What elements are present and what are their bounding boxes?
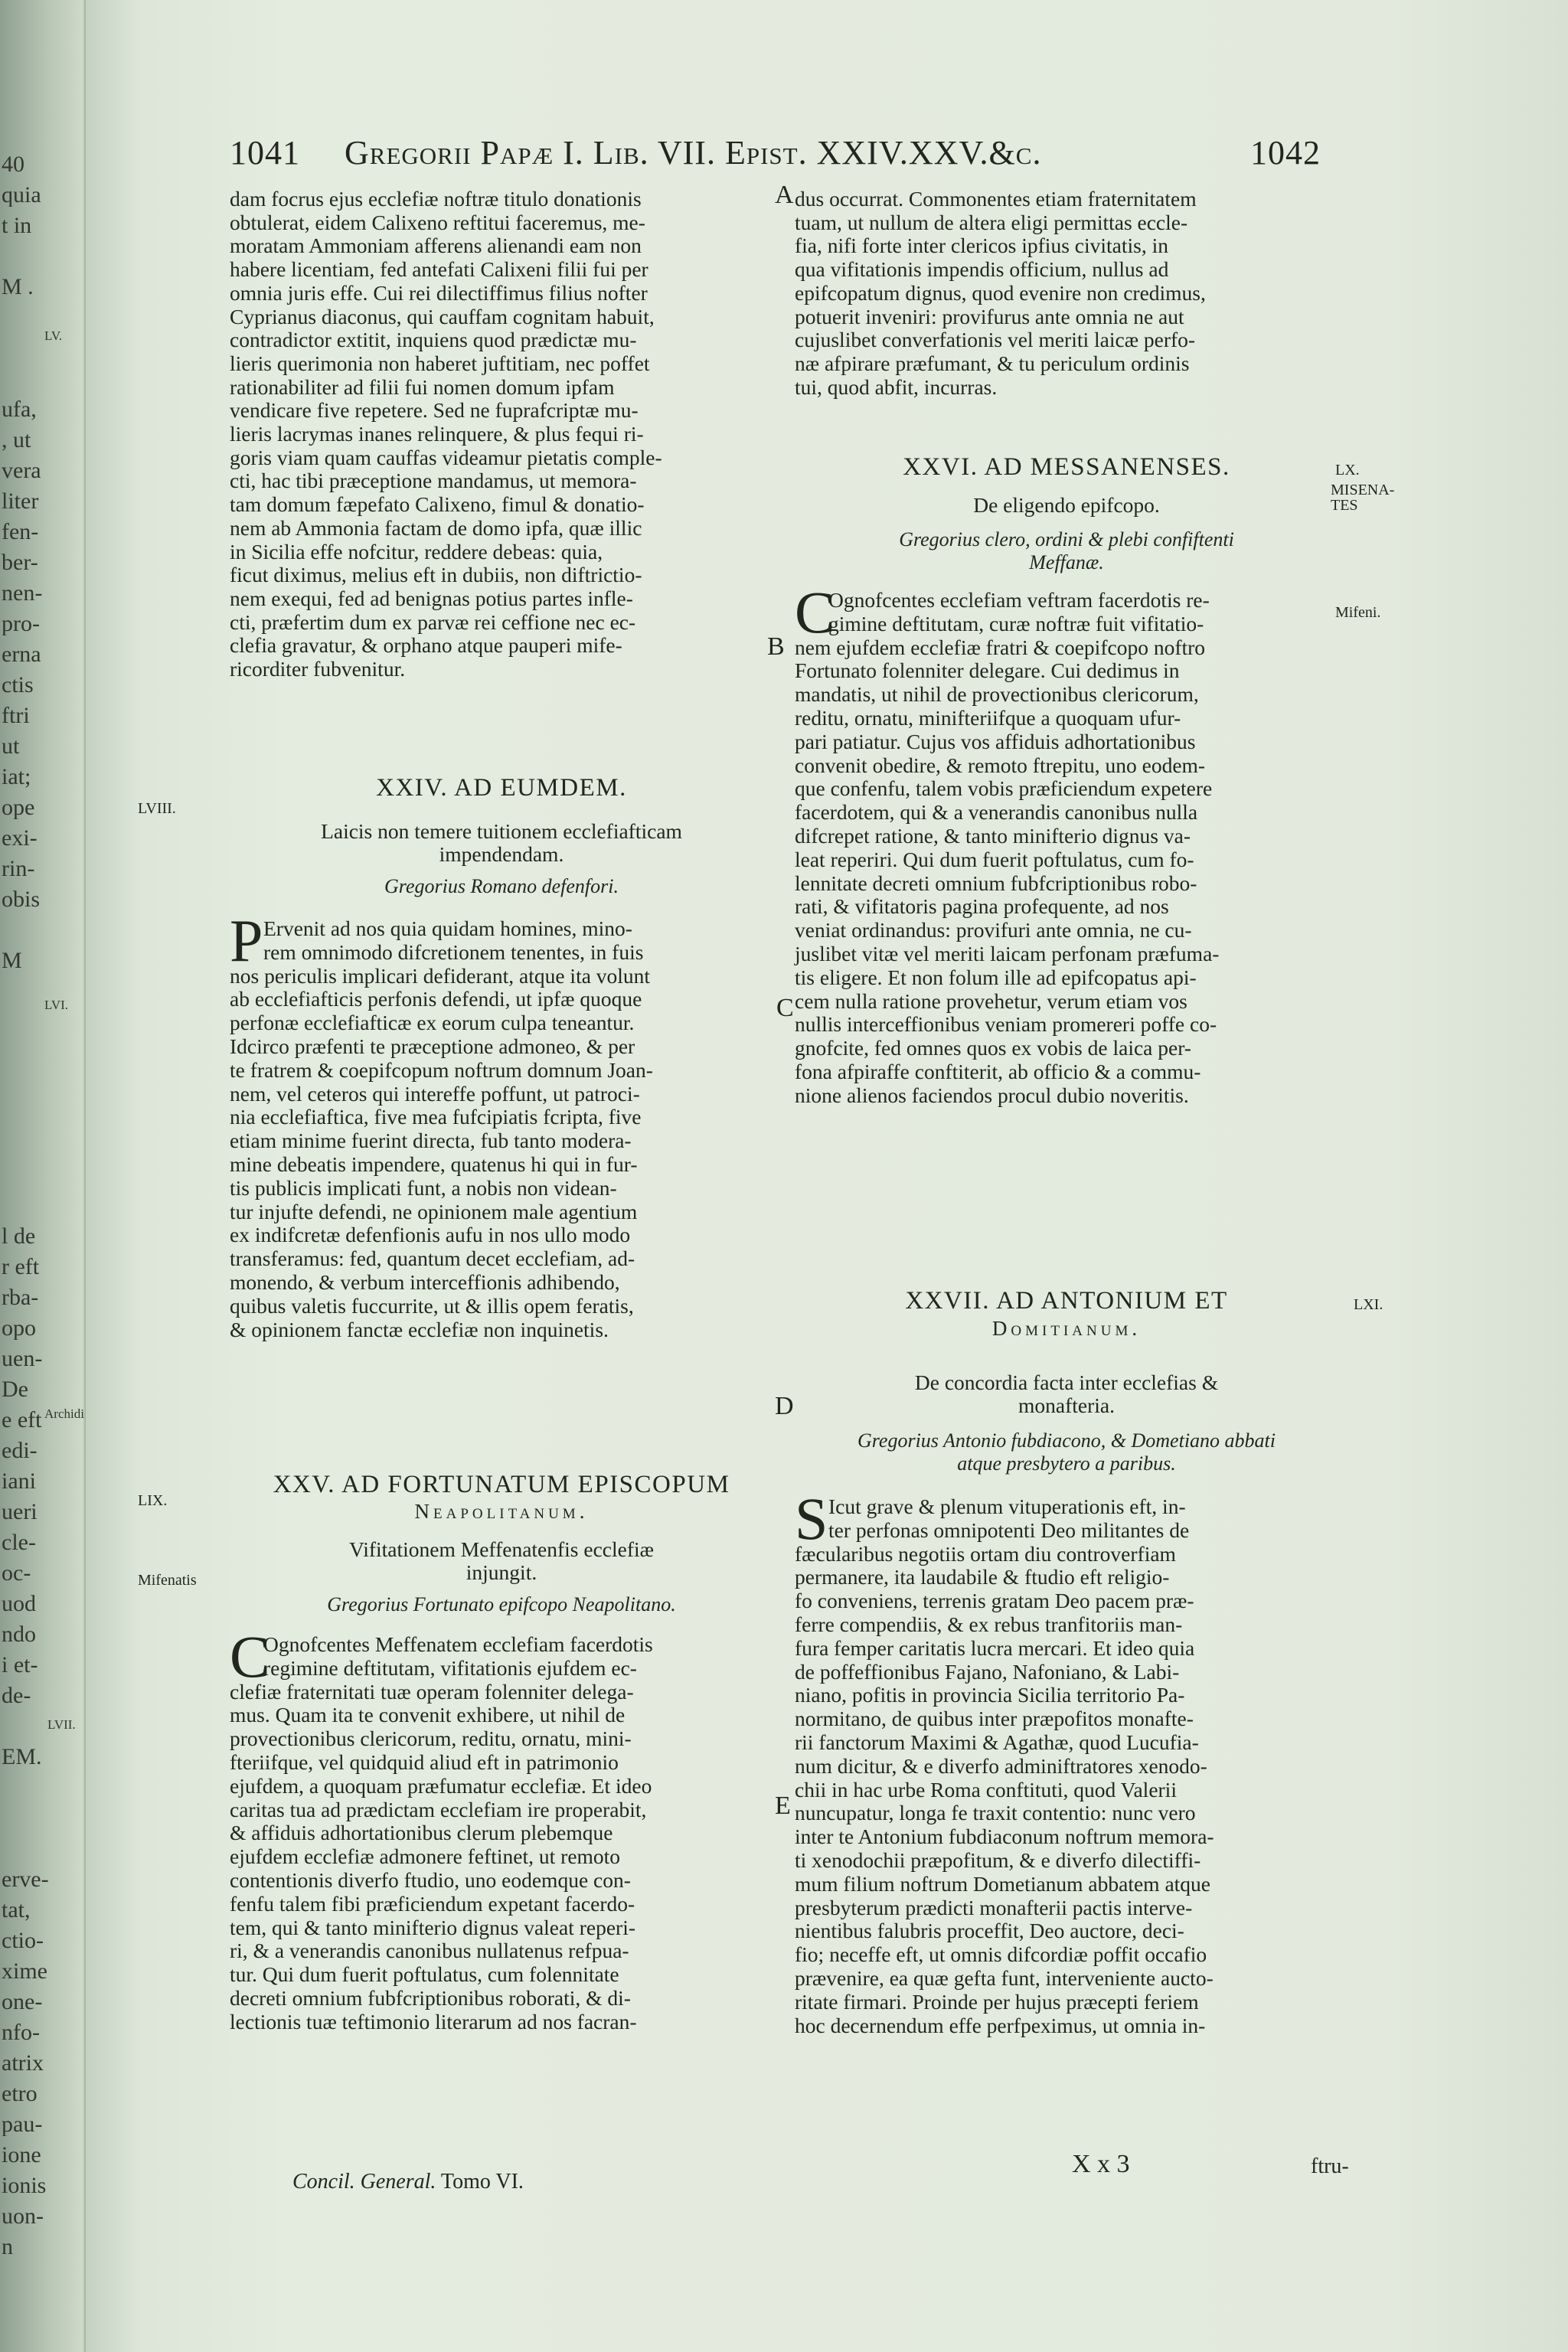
text-line: mum filium noftrum Dometianum abbatem atque [795, 1871, 1211, 1896]
section-letter: B [767, 632, 785, 661]
gutter-fragment: ufa, [2, 398, 37, 421]
margin-note-lix: LIX. [138, 1492, 168, 1509]
text-line: Fortunato folenniter delegare. Cui dedimus in [795, 658, 1180, 683]
gutter-fragment: fen- [2, 521, 39, 544]
text-line: chii in hac urbe Roma conftituti, quod Valerii [795, 1777, 1177, 1802]
text-line: presbyterum prædicti monafterii pactis interve- [795, 1895, 1193, 1919]
text-line: rii fanctorum Maximi & Agathæ, quod Lucufia- [795, 1730, 1199, 1754]
gutter-fragment: pro- [2, 612, 40, 635]
page-number-left: 1041 [230, 134, 300, 172]
text-line: cti, præfertim dum ex parvæ rei ceffione nec ec- [230, 609, 636, 634]
text-line: contradictor extitit, inquiens quod prædictæ mu- [230, 328, 637, 352]
text-line: næ afpirare præfumant, & tu periculum ordinis [795, 351, 1190, 375]
gutter-fragment: erve- [2, 1868, 49, 1891]
text-line: fio; neceffe eft, ut omnis difcordiæ poffit occafio [795, 1942, 1207, 1967]
section-heading-xxvi: XXVI. AD MESSANENSES. [903, 453, 1230, 481]
margin-note-miseni: Mifeni. [1335, 604, 1381, 621]
drop-cap: P [230, 907, 263, 974]
gutter-fragment: cle- [2, 1531, 36, 1554]
gutter-fragment: xime [2, 1960, 47, 1983]
running-head [230, 133, 1321, 173]
text-line: vendicare five repetere. Sed ne fuprafcriptæ mu- [230, 398, 639, 423]
footer-volume: Tomo VI. [440, 2170, 524, 2194]
text-line: fura femper caritatis lucra mercari. Et ideo quia [795, 1635, 1195, 1660]
text-line: inter te Antonium fubdiaconum noftrum memora- [795, 1824, 1214, 1849]
gutter-fragment: , ut [2, 429, 31, 452]
text-line: monendo, & verbum interceffionis adhibendo, [230, 1270, 620, 1294]
text-line: ter perfonas omnipotenti Deo militantes de [828, 1517, 1190, 1542]
margin-note-misenatis: Mifenatis [138, 1572, 197, 1589]
gutter-fragment: erna [2, 643, 41, 666]
text-line: Idcirco præfenti te præceptione admoneo, & per [230, 1034, 635, 1058]
gutter-fragment: exi- [2, 827, 38, 850]
facing-page-gutter [0, 0, 86, 2352]
text-line: Ervenit ad nos quia quidam homines, mino- [263, 916, 632, 940]
text-line: juslibet vitæ vel meriti laicam perfonam præfuma- [795, 942, 1220, 965]
signature-mark: X x 3 [1072, 2150, 1130, 2178]
gutter-fragment: M . [2, 276, 34, 299]
gutter-fragment: etro [2, 2082, 38, 2105]
text-line: omnia juris effe. Cui rei dilectiffimus filius nofter [230, 280, 648, 305]
gutter-fragment: 40 [2, 153, 24, 176]
text-line: potuerit inveniri: provifurus ante omnia ne aut [795, 304, 1184, 328]
text-line: normitano, de quibus inter præpofitos monafte- [795, 1707, 1194, 1731]
salutation: Gregorius Antonio fubdiacono, & Dometiano abbati [858, 1429, 1276, 1452]
margin-note-misenates: MISENA- TES [1331, 482, 1395, 514]
text-line: hoc decernendum effe perfpeximus, ut omnia in- [795, 2013, 1206, 2037]
salutation: Gregorius clero, ordini & plebi confiftenti [899, 528, 1234, 550]
gutter-fragment: nen- [2, 582, 43, 605]
running-title: Gregorii Papæ I. Lib. VII. Epist. XXIV.XXV.&c. [345, 134, 1042, 172]
text-line: moratam Ammoniam afferens alienandi eam non [230, 234, 642, 258]
margin-note-lx: LX. [1335, 462, 1360, 479]
text-line: tur. Qui dum fuerit poftulatus, cum folennitate [230, 1962, 619, 1987]
text-line: convenit obedire, & remoto ftrepitu, uno eodem- [795, 753, 1206, 777]
section-letter: A [775, 181, 794, 209]
text-line: epifcopatum dignus, quod evenire non credimus, [795, 280, 1206, 305]
gutter-marker: LVII. [47, 1717, 76, 1732]
left-column [230, 187, 773, 2193]
gutter-fragment: n [2, 2236, 13, 2259]
text-line: ejufdem, a quoquam præfumatur ecclefiæ. Et ideo [230, 1773, 652, 1798]
gutter-fragment: ftri [2, 704, 30, 727]
text-line: nem exequi, fed ad benignas potius partes infle- [230, 586, 633, 610]
gutter-fragment: uon- [2, 2205, 44, 2228]
text-line: nientibus falubris proceffit, Deo auctore, deci- [795, 1919, 1184, 1943]
gutter-fragment: one- [2, 1991, 43, 2014]
text-line: etiam minime fuerint directa, fub tanto modera- [230, 1129, 632, 1153]
text-line: niano, pofitis in provincia Sicilia territorio Pa- [795, 1683, 1185, 1707]
text-line: rati, & vifitatoris pagina profequente, ad nos [795, 894, 1169, 919]
text-line: tis eligere. Et non folum ille ad epifcopatus api- [795, 965, 1197, 989]
text-line: reditu, ornatu, minifteriifque a quoquam ufur- [795, 706, 1181, 730]
text-line: dam focrus ejus ecclefiæ noftræ titulo donationis [230, 187, 642, 211]
text-line: qua vifitationis impendis officium, nullus ad [795, 257, 1169, 282]
text-line: lectionis tuæ teftimonio literarum ad nos facran- [230, 2009, 637, 2034]
text-line: leat reperiri. Qui dum fuerit poftulatus, cum fo- [795, 847, 1194, 871]
section-heading-xxiv: XXIV. AD EUMDEM. [376, 774, 627, 802]
text-line: que confenfu, talem vobis præficiendum expetere [795, 776, 1213, 801]
text-line: regimine deftitutam, vifitationis ejufdem ec- [263, 1655, 637, 1680]
gutter-fragment: obis [2, 888, 41, 911]
section-summary: De concordia facta inter ecclefias & [914, 1370, 1219, 1394]
section-summary: monafteria. [1018, 1393, 1115, 1417]
text-line: te fratrem & coepifcopum noftrum domnum Joan- [230, 1057, 653, 1082]
page-number-right: 1042 [1250, 134, 1321, 172]
gutter-fragment: nfo- [2, 2021, 40, 2044]
gutter-fragment: De [2, 1378, 28, 1401]
text-line: nem ejufdem ecclefiæ fratri & coepifcopo noftro [795, 635, 1206, 659]
gutter-fragment: uen- [2, 1348, 43, 1370]
text-line: pari patiatur. Cujus vos affiduis adhortationibus [795, 729, 1196, 753]
gutter-fragment: ope [2, 796, 35, 819]
text-line: ritate firmari. Proinde per hujus præcepti feriem [795, 1989, 1199, 2014]
text-line: nia ecclefiaftica, five mea fufcipiatis fcripta, five [230, 1105, 642, 1129]
gutter-fragment: l de [2, 1225, 36, 1248]
gutter-fragment: oc- [2, 1562, 31, 1585]
text-line: caritas tua ad prædictam ecclefiam ire properabit, [230, 1797, 647, 1821]
text-line: provectionibus clericorum, reditu, ornatu, mini- [230, 1726, 632, 1751]
text-line: gimine deftitutam, curæ noftræ fuit vifitatio- [828, 611, 1204, 635]
text-line: in Sicilia effe nofcitur, reddere debeas: quia, [230, 539, 603, 564]
text-line: ab ecclefiafticis perfonis defendi, ut ipfæ quoque [230, 987, 642, 1011]
text-line: prævenire, ea quæ gefta funt, interveniente aucto- [795, 1966, 1214, 1990]
gutter-fragment: i et- [2, 1654, 38, 1677]
text-line: nos periculis implicari defiderant, atque ita volunt [230, 963, 651, 988]
text-line: ferre compendiis, & ex rebus tranfitoriis man- [795, 1612, 1183, 1636]
gutter-fragment: rin- [2, 858, 35, 880]
text-line: permanere, ita laudabile & ftudio eft religio- [795, 1565, 1170, 1589]
catchword: ftru- [1311, 2154, 1349, 2178]
text-line: ficut diximus, melius eft in dubiis, non diftrictio- [230, 563, 642, 587]
text-line: fteriifque, vel quidquid aliud eft in patrimonio [230, 1750, 619, 1774]
gutter-fragment: atrix [2, 2052, 44, 2075]
gutter-fragment: iat; [2, 766, 31, 789]
text-line: nione alienos faciendos procul dubio noveritis. [795, 1083, 1189, 1107]
gutter-fragment: vera [2, 459, 41, 482]
section-letter: D [775, 1392, 794, 1420]
text-line: facerdotem, qui & a venerandis canonibus nulla [795, 800, 1198, 825]
section-summary: injungit. [466, 1560, 537, 1584]
text-line: tuam, ut nullum de altera eligi permittas eccle- [795, 210, 1188, 234]
section-summary: impendendam. [439, 842, 564, 866]
gutter-fragment: pau- [2, 2113, 43, 2136]
text-line: tui, quod abfit, incurras. [795, 374, 998, 399]
gutter-fragment: uod [2, 1592, 36, 1615]
text-line: & opinionem fanctæ ecclefiæ non inquinetis. [230, 1317, 609, 1341]
margin-note-lviii: LVIII. [138, 800, 176, 817]
text-line: Icut grave & plenum vituperationis eft, in- [828, 1494, 1186, 1518]
salutation: Gregorius Romano defenfori. [384, 875, 619, 897]
text-line: mus. Quam ita te convenit exhibere, ut nihil de [230, 1703, 626, 1727]
gutter-fragment: M [2, 949, 22, 972]
gutter-fragment: e eft [2, 1409, 42, 1432]
footer-source-title: Concil. General. [292, 2170, 436, 2194]
text-line: tis publicis implicati funt, a nobis non videan- [230, 1175, 617, 1200]
gutter-fragment: ione [2, 2144, 41, 2167]
text-line: difcrepet ratione, & tanto minifterio dignus va- [795, 824, 1191, 848]
salutation: atque presbytero a paribus. [957, 1452, 1176, 1475]
text-line: decreti omnium fubfcriptionibus roborati, & di- [230, 1986, 631, 2010]
section-summary: Laicis non temere tuitionem ecclefiafticam [321, 819, 682, 843]
text-line: fo conveniens, terrenis gratam Deo pacem præ- [795, 1589, 1194, 1613]
text-line: nuncupatur, longa fe traxit contentio: nunc vero [795, 1801, 1196, 1825]
text-line: de poffeffionibus Fajano, Nafoniano, & Labi- [795, 1659, 1180, 1684]
text-line: ricorditer fubvenitur. [230, 657, 406, 681]
gutter-fragment: EM. [2, 1746, 42, 1769]
gutter-marker: Archidi [44, 1406, 84, 1421]
gutter-fragment: ut [2, 735, 20, 758]
section-heading-xxv: XXV. AD FORTUNATUM EPISCOPUM [273, 1471, 730, 1498]
text-line: cem nulla ratione provehetur, verum etiam vos [795, 988, 1187, 1013]
gutter-fragment: t in [2, 214, 32, 237]
margin-note-lxi: LXI. [1354, 1296, 1383, 1313]
text-line: fona afpiraffe conftiterit, ab officio & a commu- [795, 1060, 1201, 1083]
text-line: cujuslibet converfationis vel meriti laicæ perfo- [795, 328, 1196, 352]
gutter-marker: LVI. [44, 998, 69, 1012]
gutter-fragment: tat, [2, 1899, 31, 1922]
gutter-fragment: opo [2, 1317, 36, 1340]
text-line: num dicitur, & e diverfo adminiftratores xenodo- [795, 1753, 1207, 1778]
gutter-fragment: rba- [2, 1286, 39, 1309]
text-line: transferamus: fed, quantum decet ecclefiam, ad- [230, 1246, 635, 1271]
section-summary: De eligendo epifcopo. [973, 493, 1160, 517]
text-line: gnofcite, fed omnes quos ex vobis de laica per- [795, 1036, 1191, 1060]
gutter-fragment: iani [2, 1470, 36, 1493]
text-line: lennitate decreti omnium fubfcriptionibus robo- [795, 871, 1197, 895]
salutation: Gregorius Fortunato epifcopo Neapolitano. [327, 1593, 676, 1615]
text-line: ex indifcretæ defenfionis aufu in nos ullo modo [230, 1223, 631, 1247]
text-line: lieris lacrymas inanes relinquere, & plus fequi ri- [230, 422, 644, 446]
gutter-fragment: r eft [2, 1256, 40, 1279]
text-line: tem, qui & tanto minifterio dignus valeat reperi- [230, 1915, 635, 1939]
text-line: veniat ordinandus: provifuri ante omnia, ne cu- [795, 918, 1192, 942]
text-line: contentionis diverfo ftudio, uno eodemque con- [230, 1868, 631, 1892]
gutter-fragment: ctio- [2, 1929, 44, 1952]
gutter-fragment: ber- [2, 551, 38, 574]
text-line: clefia gravatur, & orphano atque pauperi mife- [230, 633, 622, 658]
section-heading-xxv-sub: Neapolitanum. [414, 1500, 589, 1523]
footer-source [292, 2170, 524, 2194]
gutter-fragment: quia [2, 184, 41, 207]
gutter-fragment: ndo [2, 1623, 36, 1646]
text-line: Ognofcentes Meffenatem ecclefiam facerdotis [263, 1632, 653, 1656]
section-heading-xxvii-sub: Domitianum. [991, 1317, 1142, 1340]
text-line: ejufdem ecclefiæ admonere feftinet, ut remoto [230, 1844, 621, 1869]
text-line: dus occurrat. Commonentes etiam fraternitatem [795, 187, 1197, 211]
text-line: nem ab Ammonia factam de domo ipfa, quæ illic [230, 515, 642, 540]
drop-cap: C [795, 579, 835, 645]
drop-cap: S [795, 1485, 828, 1552]
text-line: Cyprianus diaconus, qui cauffam cognitam habuit, [230, 304, 655, 328]
text-line: cti, hac tibi præceptione mandamus, ut memora- [230, 469, 637, 493]
text-line: & affiduis adhortationibus clerum plebemque [230, 1821, 613, 1845]
gutter-fragment: ionis [2, 2174, 47, 2197]
text-line: mine debeatis impendere, quatenus hi qui in fur- [230, 1152, 638, 1176]
text-line: nullis interceffionibus veniam promereri poffe co- [795, 1012, 1217, 1037]
section-letter: E [775, 1792, 791, 1820]
text-line: tur injufte defendi, ne opinionem male agentium [230, 1199, 638, 1223]
gutter-fragment: ctis [2, 674, 34, 697]
text-line: ti xenodochii præpofitum, & e diverfo dilectiffi- [795, 1848, 1201, 1872]
text-line: quibus valetis fuccurrite, ut & illis opem feratis, [230, 1293, 634, 1318]
gutter-fragment: ueri [2, 1501, 38, 1524]
gutter-fragment: liter [2, 490, 39, 513]
text-line: perfonæ ecclefiafticæ ex eorum culpa teneantur. [230, 1011, 635, 1035]
text-line: habere licentiam, fed antefati Calixeni filii fui per [230, 257, 648, 282]
right-column [795, 187, 1338, 2193]
text-line: fenfu talem fibi præficiendum expetant facerdo- [230, 1891, 635, 1916]
text-line: rationabiliter ad filii fui nomen domum ipfam [230, 374, 615, 399]
text-line: goris viam quam cauffas videamur pietatis comple- [230, 445, 662, 469]
text-line: ri, & a venerandis canonibus nullatenus refpua- [230, 1939, 629, 1963]
text-line: clefiæ fraternitati tuæ operam folenniter delega- [230, 1679, 634, 1704]
section-letter: C [776, 994, 794, 1022]
text-line: nem, vel ceteros qui intereffe poffunt, ut patroci- [230, 1081, 640, 1106]
gutter-fragment: edi- [2, 1439, 38, 1462]
text-line: fæcularibus negotiis ortam diu controverfiam [795, 1541, 1176, 1566]
text-line: obtulerat, eidem Calixeno reftitui faceremus, me- [230, 210, 645, 234]
text-line: fia, nifi forte inter clericos ipfius civitatis, in [795, 234, 1168, 258]
gutter-marker: LV. [44, 328, 63, 343]
text-line: Ognofcentes ecclefiam veftram facerdotis re- [828, 588, 1210, 612]
gutter-fragment: de- [2, 1684, 31, 1707]
drop-cap: C [230, 1623, 270, 1690]
text-line: lieris querimonia non haberet juftitiam, nec poffet [230, 351, 650, 375]
section-summary: Vifitationem Meffenatenfis ecclefiæ [349, 1537, 654, 1561]
text-line: mandatis, ut nihil de provectionibus clericorum, [795, 682, 1199, 707]
section-heading-xxvii: XXVII. AD ANTONIUM ET [905, 1287, 1228, 1315]
text-line: tam domum fæpefato Calixeno, fimul & donatio- [230, 492, 645, 517]
text-line: rem omnimodo difcretionem tenentes, in fuis [263, 939, 644, 964]
salutation: Meffanæ. [1029, 551, 1104, 573]
